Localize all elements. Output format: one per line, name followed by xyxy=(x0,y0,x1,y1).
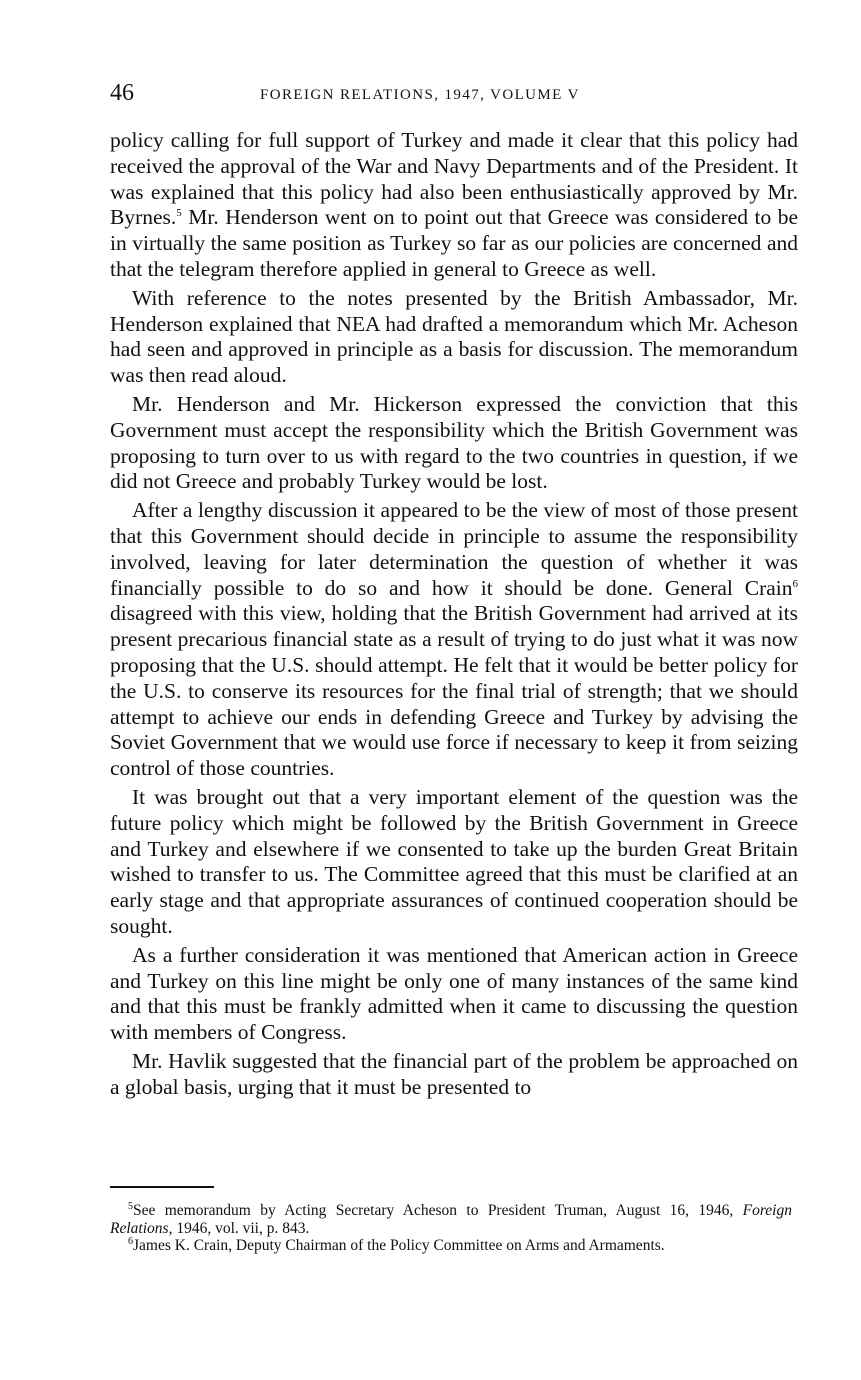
footnote-5-italic: Foreign Relations xyxy=(110,1202,792,1237)
paragraph-7: Mr. Havlik suggested that the financial part of the problem be approached on a global basis, urging that it must be presented to xyxy=(110,1048,798,1099)
footnotes xyxy=(110,1202,792,1255)
running-head xyxy=(110,78,800,110)
paragraph-1-text: policy calling for full support of Turkey and made it clear that this policy had received the approval of the War and Navy Departments and of the President. It was explained that this policy had also been enthusiastically approved by Mr. Byrnes. xyxy=(110,128,798,230)
paragraph-6: As a further consideration it was mentioned that American action in Greece and Turkey on this line might be only one of many instances of the same kind and that this must be frankly admitted when it came to discussing the question with members of Congress. xyxy=(110,942,798,1045)
footnote-6-mark: 6 xyxy=(128,1235,133,1247)
paragraph-4-tail: disagreed with this view, holding that the British Government had arrived at its present precarious financial state as a result of trying to do just what it was now proposing that the U.S. should attempt. He felt that it would be better policy for the U.S. to conserve its resources for the final trial of strength; that we should attempt to achieve our ends in defending Greece and Turkey by advising the Soviet Government that we would use force if necessary to keep it from seizing control of those countries. xyxy=(110,601,798,781)
paragraph-3: Mr. Henderson and Mr. Hickerson expressed the conviction that this Government must accept the responsibility which the British Government was proposing to turn over to us with regard to the two countries in question, if we did not Greece and probably Turkey would be lost. xyxy=(110,391,798,494)
body-text xyxy=(110,128,798,1103)
page-number: 46 xyxy=(110,80,134,106)
paragraph-1-tail: Mr. Henderson went on to point out that Greece was considered to be in virtually the same position as Turkey so far as our policies are concerned and that the telegram therefore applied in general to Greece as well. xyxy=(110,205,798,281)
footnote-5-mark: 5 xyxy=(128,1200,133,1212)
paragraph-1 xyxy=(110,128,798,283)
paragraph-4 xyxy=(110,498,798,782)
footnote-divider xyxy=(110,1186,214,1188)
paragraph-5: It was brought out that a very important element of the question was the future policy which might be followed by the British Government in Greece and Turkey and elsewhere if we consented to take up the burden Great Britain wished to transfer to us. The Committee agreed that this must be clarified at an early stage and that appropriate assurances of continued cooperation should be sought. xyxy=(110,784,798,938)
footnote-5 xyxy=(110,1202,792,1237)
footnote-6 xyxy=(110,1237,792,1255)
running-title: FOREIGN RELATIONS, 1947, VOLUME V xyxy=(260,87,580,103)
footnote-5-text: See memorandum by Acting Secretary Acheson to President Truman, August 16, 1946, xyxy=(133,1202,743,1219)
footnote-ref-5: 5 xyxy=(176,207,182,220)
footnote-5-tail: , 1946, vol. vii, p. 843. xyxy=(168,1219,310,1237)
paragraph-4-text: After a lengthy discussion it appeared to be the view of most of those present that this Government should decide in principle to assume the responsibility involved, leaving for later determination the question of whether it was financially possible to do so and how it should be done. General Crain xyxy=(110,498,798,600)
footnote-6-text: James K. Crain, Deputy Chairman of the Policy Committee on Arms and Armaments. xyxy=(133,1237,665,1254)
paragraph-2: With reference to the notes presented by the British Ambassador, Mr. Henderson explained that NEA had drafted a memorandum which Mr. Acheson had seen and approved in principle as a basis for discussion. The memorandum was then read aloud. xyxy=(110,285,798,388)
footnote-ref-6: 6 xyxy=(792,577,798,590)
